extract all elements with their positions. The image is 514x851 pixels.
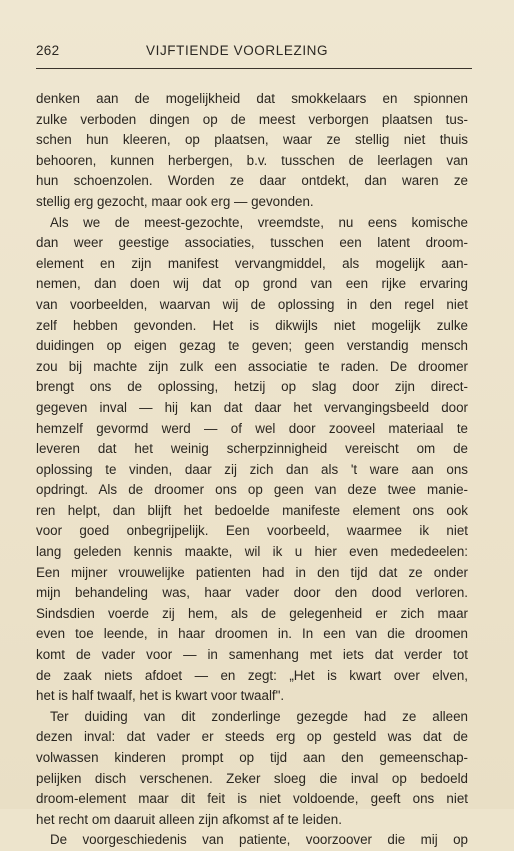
text-line: element en zijn manifest vervangmiddel, als mogelijk aan- [36, 255, 468, 271]
text-line: het recht om daaruit alleen zijn afkomst af te leiden. [36, 811, 342, 827]
text-line: zelf hebben gevonden. Het is dikwijls niet mogelijk zulke [36, 317, 468, 333]
text-line: schen hun kleeren, op plaatsen, waar ze stellig niet thuis [36, 132, 468, 148]
text-line: komt de vader voor — in samenhang met iets dat verder tot [36, 647, 468, 663]
text-line: Ter duiding van dit zonderlinge gezegde had ze alleen [50, 708, 468, 724]
text-line: volwassen kinderen prompt op tijd aan den gemeenschap- [36, 750, 468, 765]
text-line: voor goed onbegrijpelijk. Een voorbeeld, waarmee ik niet [36, 523, 468, 539]
text-line: hun schoenzolen. Worden ze daar ontdekt, dan waren ze [36, 173, 468, 189]
text-line: het is half twaalf, het is kwart voor twaalf". [36, 688, 285, 704]
page-header [36, 43, 472, 58]
page-number: 262 [36, 43, 60, 58]
text-line: droom-element maar dit feit is niet voldoende, geeft ons niet [36, 791, 468, 807]
text-line: duidingen op eigen gezag te geven; geen verstandig mensch [36, 338, 468, 354]
text-line: mijn behandeling was, haar vader door den dood verloren. [36, 585, 468, 601]
text-line: Als we de meest-gezochte, vreemdste, nu eens komische [50, 214, 468, 230]
text-line: De voorgeschiedenis van patiente, voorzoover die mij op [50, 832, 468, 848]
text-line: Een mijner vrouwelijke patienten had in den tijd dat ze onder [36, 564, 468, 580]
text-line: gegeven inval — hij kan dat daar het vervangingsbeeld door [36, 399, 468, 415]
text-line: stellig erg gezocht, maar ook erg — gevonden. [36, 193, 314, 209]
text-line: leveren dat het weinig scherpzinnigheid vereischt om de [36, 441, 468, 457]
text-line: even toe leende, in haar droomen in. In een van die droomen [36, 626, 468, 642]
text-line: lang geleden kennis maakte, wil ik u hier even mededeelen: [36, 544, 468, 560]
text-line: zou bij machte zijn zulk een associatie te raden. De droomer [36, 358, 468, 374]
text-line: opdringt. Als de droomer ons op geen van deze twee manie- [36, 482, 468, 498]
header-rule [36, 68, 472, 69]
text-line: van voorbeelden, waarvan wij de oplossing in den regel niet [36, 296, 468, 312]
text-line: behooren, kunnen herbergen, b.v. tusschen de leerlagen van [36, 152, 468, 168]
body-text [36, 89, 468, 851]
text-line: zulke verboden dingen op de meest verborgen plaatsen tus- [36, 111, 468, 127]
text-line: oplossing te vinden, daar zij zich dan als 't ware aan ons [36, 461, 468, 477]
text-line: ren helpt, dan blijft het bedoelde manifeste element ons ook [36, 502, 468, 518]
text-line: Sindsdien voerde zij hem, als de gelegenheid er zich maar [36, 605, 468, 621]
text-line: denken aan de mogelijkheid dat smokkelaars en spionnen [36, 91, 468, 106]
text-line: pelijken disch verschenen. Zeker sloeg die inval op bedoeld [36, 770, 468, 786]
text-line: de zaak niets afdoet — en zegt: „Het is kwart over elven, [36, 667, 468, 683]
text-line: hemzelf gevormd werd — of wel door zooveel materiaal te [36, 420, 468, 436]
text-line: brengt ons de oplossing, hetzij op slag door zijn direct- [36, 379, 468, 395]
running-title: VIJFTIENDE VOORLEZING [146, 43, 329, 58]
text-line: dan weer geestige associaties, tusschen een latent droom- [36, 235, 468, 251]
text-line: nemen, dan doen wij dat op grond van een rijke ervaring [36, 276, 468, 292]
text-line: dezen inval: dat vader er steeds erg op gesteld was dat de [36, 729, 468, 745]
